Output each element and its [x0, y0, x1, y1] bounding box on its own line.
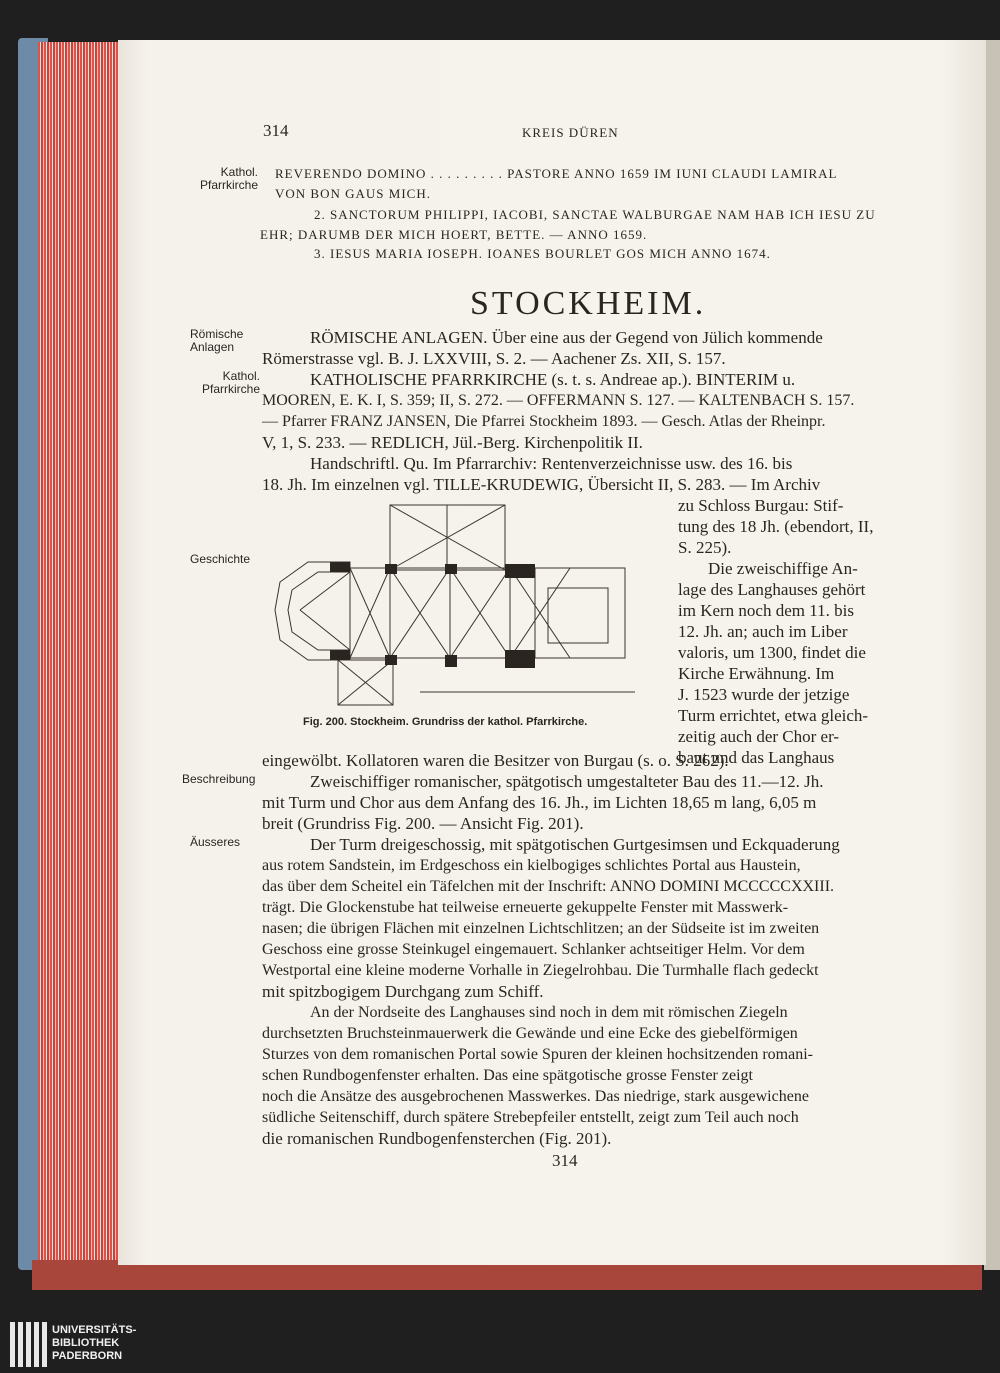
paragraph-line: Geschoss eine grosse Steinkugel eingemauert. Schlanker achtseitiger Helm. Vor dem: [262, 941, 805, 958]
paragraph-line: nasen; die übrigen Flächen mit einzelnen Lichtschlitzen; an der Südseite ist im zweiten: [262, 920, 820, 937]
paragraph-line: schen Rundbogenfenster erhalten. Das eine spätgotische grosse Fenster zeigt: [262, 1067, 753, 1084]
paragraph-line: trägt. Die Glockenstube hat teilweise erneuerte gekuppelte Fenster mit Masswerk-: [262, 899, 789, 916]
paragraph-line: Römerstrasse vgl. B. J. LXXVIII, S. 2. — Aachener Zs. XII, S. 157.: [262, 349, 726, 368]
library-logo-text: [52, 1324, 136, 1363]
column-line: tung des 18 Jh. (ebendort, II,: [678, 517, 874, 536]
library-logo-line: BIBLIOTHEK: [52, 1337, 120, 1349]
figure-caption: Fig. 200. Stockheim. Grundriss der kathol. Pfarrkirche.: [303, 716, 588, 728]
margin-label-pfarrkirche: Kathol. Pfarrkirche: [201, 369, 260, 396]
column-line: Turm errichtet, etwa gleich-: [678, 706, 869, 725]
paragraph-line: mit spitzbogigem Durchgang zum Schiff.: [262, 982, 544, 1001]
floor-plan-figure: [270, 500, 660, 710]
column-line: S. 225).: [678, 538, 732, 557]
margin-label-aeusseres: Äusseres: [190, 835, 241, 849]
column-line: Kirche Erwähnung. Im: [678, 664, 835, 683]
library-logo-icon: [10, 1322, 47, 1367]
paragraph-line: Zweischiffiger romanischer, spätgotisch umgestalteter Bau des 11.—12. Jh.: [310, 772, 824, 791]
paragraph-line: die romanischen Rundbogenfensterchen (Fig. 201).: [262, 1129, 612, 1148]
inscription-line: 3. IESUS MARIA IOSEPH. IOANES BOURLET GOS MICH ANNO 1674.: [314, 246, 771, 261]
margin-label-beschreibung: Beschreibung: [182, 772, 256, 786]
paragraph-line: — Pfarrer FRANZ JANSEN, Die Pfarrei Stockheim 1893. — Gesch. Atlas der Rheinpr.: [262, 413, 826, 430]
margin-label-kathol: Kathol. Pfarrkirche: [199, 165, 258, 192]
paragraph-line: MOOREN, E. K. I, S. 359; II, S. 272. — OFFERMANN S. 127. — KALTENBACH S. 157.: [262, 392, 855, 409]
column-line: lage des Langhauses gehört: [678, 580, 866, 599]
paragraph-line: RÖMISCHE ANLAGEN. Über eine aus der Gegend von Jülich kommende: [310, 328, 823, 347]
inscription-line: EHR; DARUMB DER MICH HOERT, BETTE. — ANNO 1659.: [260, 227, 648, 242]
inscription-line: VON BON GAUS MICH.: [275, 186, 431, 201]
library-logo-line: PADERBORN: [52, 1350, 123, 1362]
library-logo-line: UNIVERSITÄTS-: [52, 1324, 137, 1336]
paragraph-line: noch die Ansätze des ausgebrochenen Masswerkes. Das niedrige, stark ausgewichene: [262, 1088, 809, 1105]
column-line: valoris, um 1300, findet die: [678, 643, 866, 662]
paragraph-line: KATHOLISCHE PFARRKIRCHE (s. t. s. Andreae ap.). BINTERIM u.: [310, 370, 796, 389]
margin-label-roemische: Römische Anlagen: [190, 327, 244, 354]
column-line: baut und das Langhaus: [678, 748, 835, 767]
paragraph-line: eingewölbt. Kollatoren waren die Besitzer von Burgau (s. o. S. 262).: [262, 751, 729, 770]
paragraph-line: südliche Seitenschiff, durch spätere Strebepfeiler entstellt, zeigt zum Teil auch noch: [262, 1109, 799, 1126]
paragraph-line: 18. Jh. Im einzelnen vgl. TILLE-KRUDEWIG, Übersicht II, S. 283. — Im Archiv: [262, 475, 821, 494]
column-line: zeitig auch der Chor er-: [678, 727, 840, 746]
paragraph-line: Westportal eine kleine moderne Vorhalle in Ziegelrohbau. Die Turmhalle flach gedeckt: [262, 962, 819, 979]
paragraph-line: V, 1, S. 233. — REDLICH, Jül.-Berg. Kirchenpolitik II.: [262, 433, 643, 452]
paragraph-line: Der Turm dreigeschossig, mit spätgotischen Gurtgesimsen und Eckquaderung: [310, 835, 840, 854]
facing-page-edge: [984, 40, 1000, 1270]
header-page-number: 314: [263, 121, 289, 140]
library-footer: [0, 1300, 1000, 1373]
column-line: zu Schloss Burgau: Stif-: [678, 496, 844, 515]
footer-page-number: 314: [552, 1151, 578, 1170]
paragraph-line: mit Turm und Chor aus dem Anfang des 16. Jh., im Lichten 18,65 m lang, 6,05 m: [262, 793, 817, 812]
column-line: 12. Jh. an; auch im Liber: [678, 622, 848, 641]
paragraph-line: Handschriftl. Qu. Im Pfarrarchiv: Rentenverzeichnisse usw. des 16. bis: [310, 454, 793, 473]
section-title: STOCKHEIM.: [470, 285, 707, 322]
paragraph-line: Sturzes von dem romanischen Portal sowie Spuren der kleinen hochsitzenden romani-: [262, 1046, 813, 1063]
column-line: Die zweischiffige An-: [708, 559, 858, 578]
paragraph-line: An der Nordseite des Langhauses sind noch in dem mit römischen Ziegeln: [310, 1004, 788, 1021]
paragraph-line: breit (Grundriss Fig. 200. — Ansicht Fig. 201).: [262, 814, 584, 833]
inscription-line: 2. SANCTORUM PHILIPPI, IACOBI, SANCTAE WALBURGAE NAM HAB ICH IESU ZU: [314, 207, 876, 222]
column-line: im Kern noch dem 11. bis: [678, 601, 854, 620]
paragraph-line: aus rotem Sandstein, im Erdgeschoss ein kielbogiges schlichtes Portal aus Haustein,: [262, 857, 801, 874]
column-line: J. 1523 wurde der jetzige: [678, 685, 850, 704]
paragraph-line: durchsetzten Bruchsteinmauerwerk die Gewände und eine Ecke des giebelförmigen: [262, 1025, 798, 1042]
paragraph-line: das über dem Scheitel ein Täfelchen mit der Inschrift: ANNO DOMINI MCCCCCXXIII.: [262, 878, 835, 895]
margin-label-geschichte: Geschichte: [190, 552, 251, 566]
inscription-line: REVERENDO DOMINO . . . . . . . . . PASTORE ANNO 1659 IM IUNI CLAUDI LAMIRAL: [275, 166, 838, 181]
running-title: KREIS DÜREN: [522, 125, 619, 140]
